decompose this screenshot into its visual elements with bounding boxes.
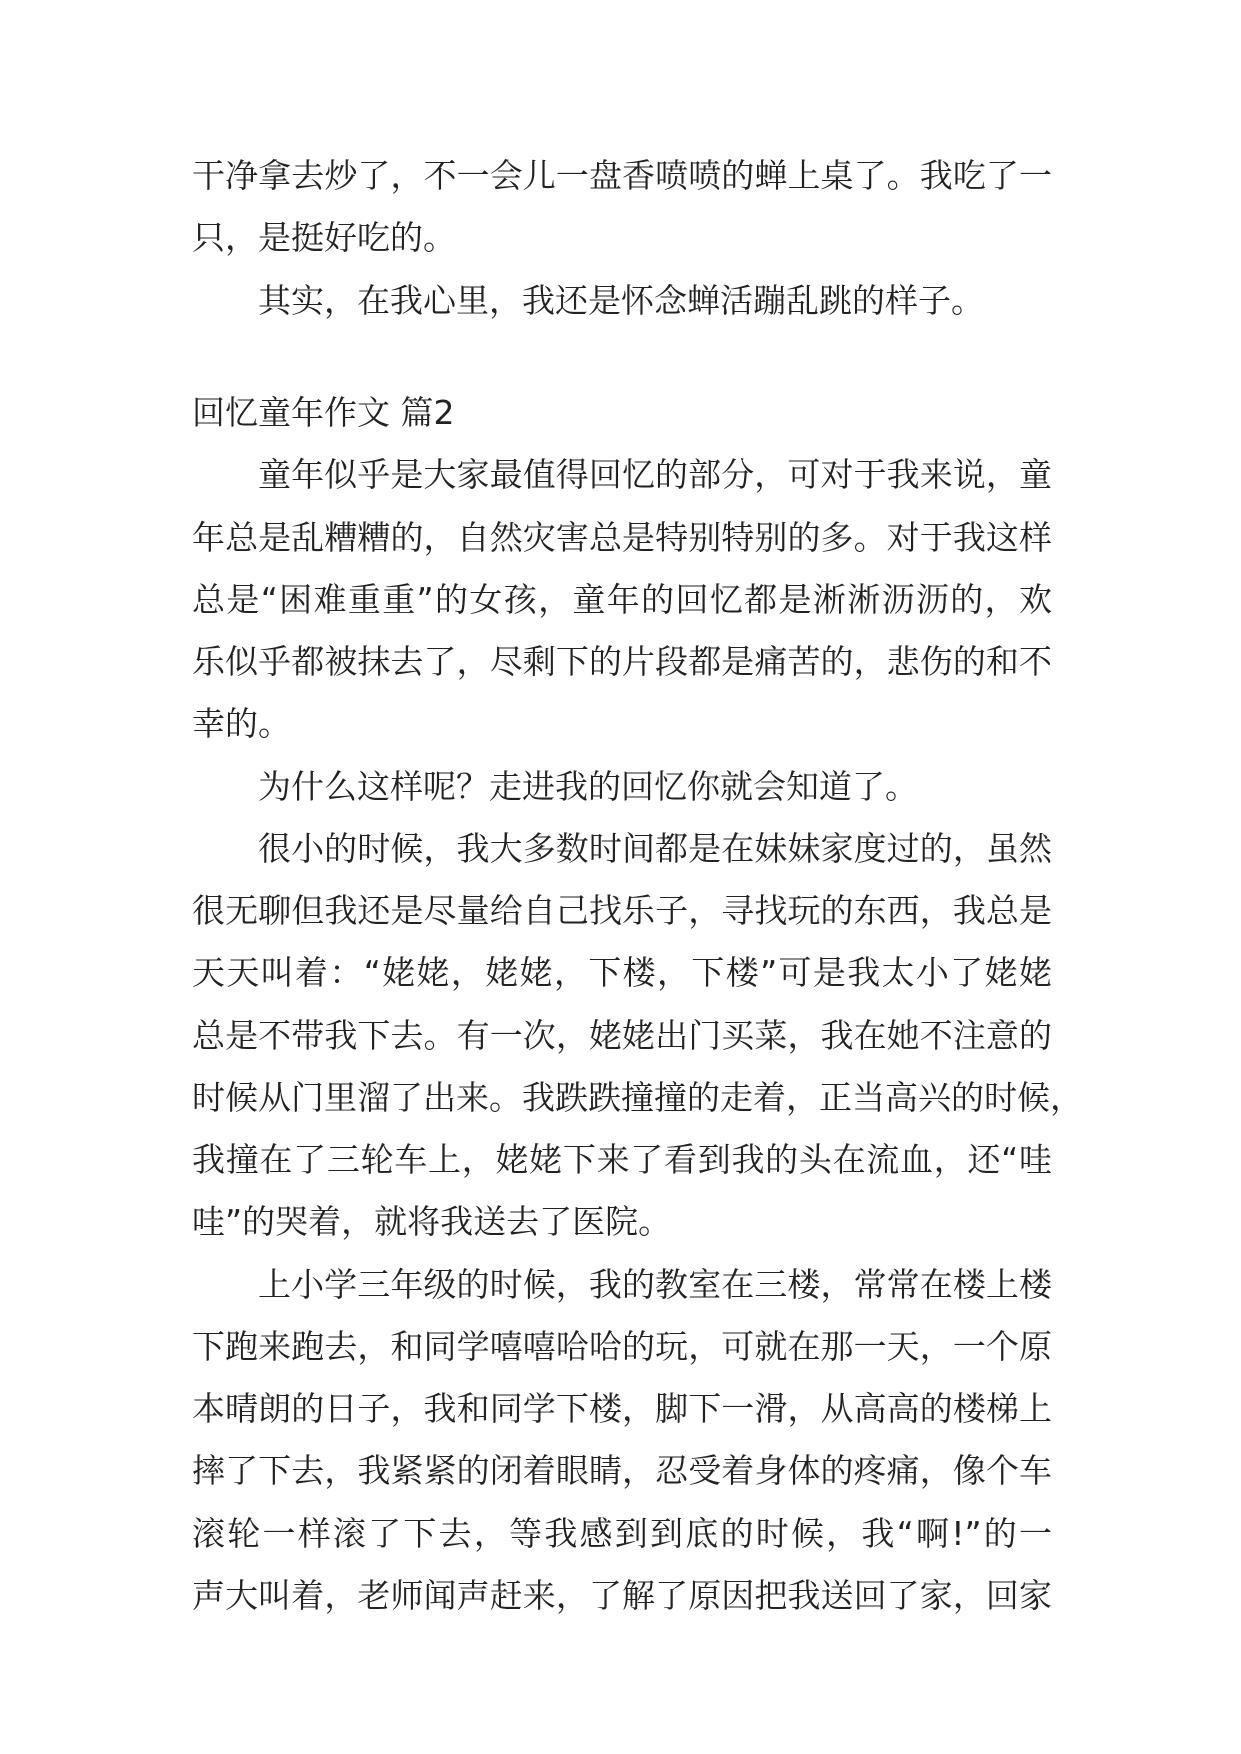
text-line: 很小的时候，我大多数时间都是在妹妹家度过的，虽然	[258, 829, 1052, 868]
text-line: 滚轮一样滚了下去，等我感到到底的时候，我“啊!”的一	[192, 1514, 1052, 1553]
text-line: 时候从门里溜了出来。我跌跌撞撞的走着，正当高兴的时候，	[192, 1078, 1083, 1117]
text-line: 年总是乱糟糟的，自然灾害总是特别特别的多。对于我这样	[192, 518, 1052, 557]
text-line: 干净拿去炒了，不一会儿一盘香喷喷的蝉上桌了。我吃了一	[192, 156, 1052, 195]
text-line: 为什么这样呢？走进我的回忆你就会知道了。	[258, 767, 918, 806]
text-line: 总是“困难重重”的女孩，童年的回忆都是淅淅沥沥的，欢	[192, 580, 1052, 619]
text-line: 很无聊但我还是尽量给自己找乐子，寻找玩的东西，我总是	[192, 891, 1052, 930]
text-line: 摔了下去，我紧紧的闭着眼睛，忍受着身体的疼痛，像个车	[192, 1451, 1052, 1490]
text-line: 上小学三年级的时候，我的教室在三楼，常常在楼上楼	[258, 1265, 1052, 1304]
text-line: 幸的。	[192, 704, 291, 743]
text-line: 我撞在了三轮车上，姥姥下来了看到我的头在流血，还“哇	[192, 1140, 1052, 1179]
text-line: 只，是挺好吃的。	[192, 218, 456, 257]
text-line: 下跑来跑去，和同学嘻嘻哈哈的玩，可就在那一天，一个原	[192, 1327, 1052, 1366]
text-line: 天天叫着：“姥姥，姥姥，下楼，下楼”可是我太小了姥姥	[192, 953, 1052, 992]
text-line: 其实，在我心里，我还是怀念蝉活蹦乱跳的样子。	[258, 281, 984, 320]
text-line: 哇”的哭着，就将我送去了医院。	[192, 1202, 672, 1241]
text-line: 乐似乎都被抹去了，尽剩下的片段都是痛苦的，悲伤的和不	[192, 642, 1052, 681]
text-line: 声大叫着，老师闻声赶来，了解了原因把我送回了家，回家	[192, 1576, 1052, 1615]
text-line: 总是不带我下去。有一次，姥姥出门买菜，我在她不注意的	[192, 1016, 1052, 1055]
text-line: 童年似乎是大家最值得回忆的部分，可对于我来说，童	[258, 455, 1052, 494]
section-heading: 回忆童年作文 篇2	[192, 393, 455, 432]
text-line: 本晴朗的日子，我和同学下楼，脚下一滑，从高高的楼梯上	[192, 1389, 1052, 1428]
